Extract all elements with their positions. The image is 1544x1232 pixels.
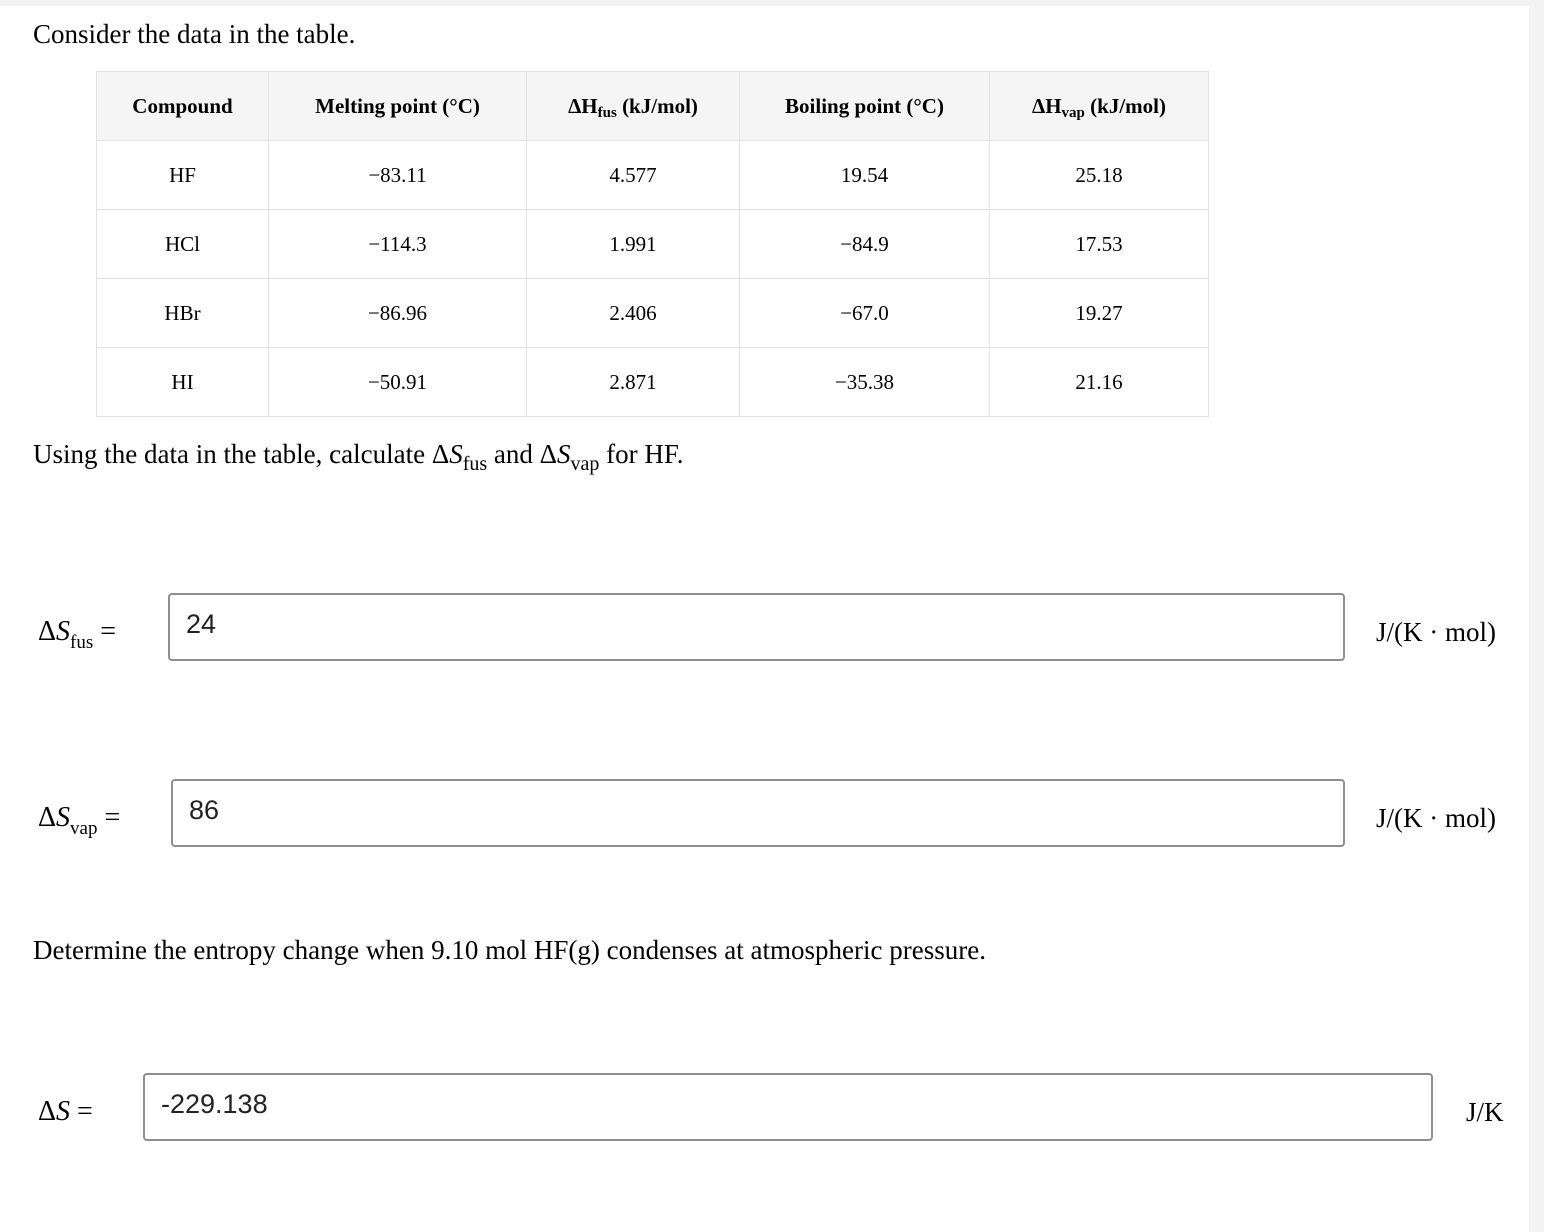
cell-compound: HCl bbox=[97, 210, 269, 279]
cell-boiling-point: −35.38 bbox=[740, 348, 990, 417]
table-row bbox=[97, 210, 1209, 279]
cell-boiling-point: −67.0 bbox=[740, 279, 990, 348]
s-vap-input[interactable]: 86 bbox=[171, 779, 1345, 847]
header-boiling-point: Boiling point (°C) bbox=[740, 72, 990, 141]
question-2-text: Determine the entropy change when 9.10 mol HF(g) condenses at atmospheric pressure. bbox=[33, 935, 986, 965]
cell-h-vap: 21.16 bbox=[990, 348, 1209, 417]
s-total-input[interactable]: -229.138 bbox=[143, 1073, 1433, 1141]
cell-melting-point: −86.96 bbox=[269, 279, 527, 348]
scrollbar-track[interactable] bbox=[1529, 0, 1544, 1232]
cell-melting-point: −114.3 bbox=[269, 210, 527, 279]
cell-melting-point: −50.91 bbox=[269, 348, 527, 417]
cell-h-vap: 19.27 bbox=[990, 279, 1209, 348]
data-table bbox=[96, 71, 1209, 417]
cell-compound: HI bbox=[97, 348, 269, 417]
cell-h-fus: 1.991 bbox=[527, 210, 740, 279]
cell-h-fus: 4.577 bbox=[527, 141, 740, 210]
table-row bbox=[97, 141, 1209, 210]
cell-boiling-point: 19.54 bbox=[740, 141, 990, 210]
cell-h-fus: 2.406 bbox=[527, 279, 740, 348]
s-fus-input[interactable]: 24 bbox=[168, 593, 1345, 661]
cell-h-vap: 25.18 bbox=[990, 141, 1209, 210]
table-row bbox=[97, 279, 1209, 348]
s-total-unit: J/K bbox=[1466, 1097, 1504, 1127]
cell-melting-point: −83.11 bbox=[269, 141, 527, 210]
header-melting-point: Melting point (°C) bbox=[269, 72, 527, 141]
header-compound: Compound bbox=[97, 72, 269, 141]
cell-h-fus: 2.871 bbox=[527, 348, 740, 417]
s-fus-label: $\Delta S_{fus}$ = bbox=[38, 616, 117, 653]
question-page bbox=[0, 6, 1529, 1232]
header-h-vap: $\Delta H_{vap}$ (kJ/mol) bbox=[990, 72, 1209, 141]
cell-boiling-point: −84.9 bbox=[740, 210, 990, 279]
s-fus-unit: J/(K · mol) bbox=[1376, 617, 1496, 647]
intro-text: Consider the data in the table. bbox=[33, 19, 356, 49]
cell-h-vap: 17.53 bbox=[990, 210, 1209, 279]
question-1-text: Using the data in the table, calculate $\Delta S_{fus}$ and $\Delta S_{vap}$ for HF. bbox=[33, 439, 684, 475]
table-header-row bbox=[97, 72, 1209, 141]
s-vap-unit: J/(K · mol) bbox=[1376, 803, 1496, 833]
table-row bbox=[97, 348, 1209, 417]
s-vap-label: $\Delta S_{vap}$ = bbox=[38, 802, 121, 839]
cell-compound: HBr bbox=[97, 279, 269, 348]
cell-compound: HF bbox=[97, 141, 269, 210]
s-total-label: ΔS = bbox=[38, 1096, 93, 1127]
header-h-fus: $\Delta H_{fus}$ (kJ/mol) bbox=[527, 72, 740, 141]
